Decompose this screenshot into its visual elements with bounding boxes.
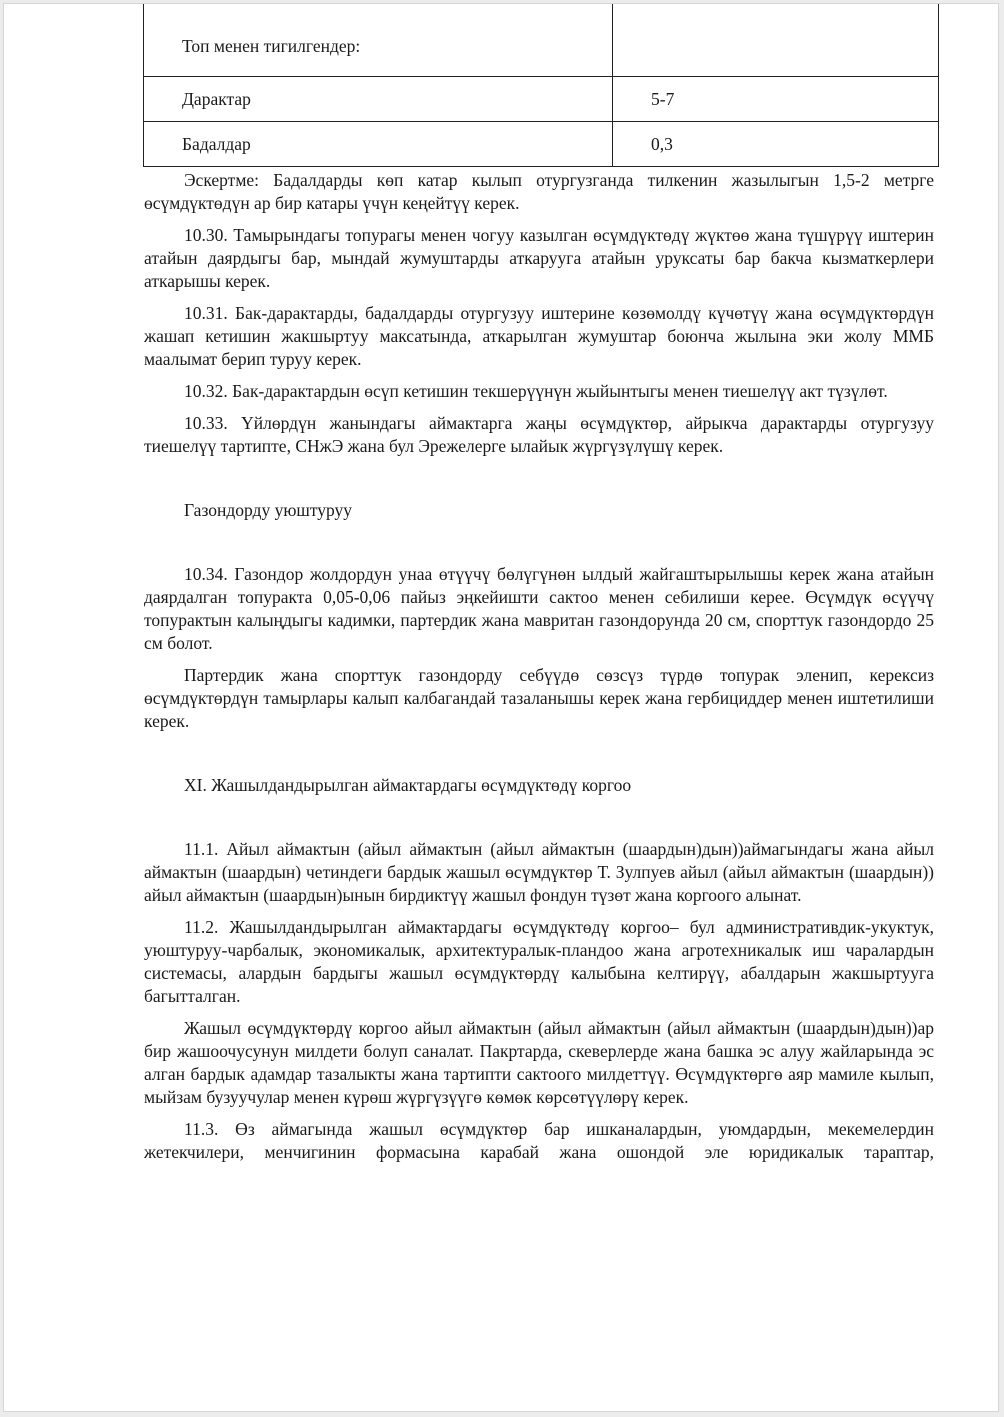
paragraph-10-32: 10.32. Бак-дарактардын өсүп кетишин текшерүүнүн жыйынтыгы менен тиешелүү акт түзүлөт.	[184, 381, 888, 401]
paragraph-11-3: 11.3. Өз аймагында жашыл өсүмдүктөр бар ишканалардын, уюмдардын, мекемелердин жетекчилери, менчигинин формасына карабай жана ошондой эле юридикалык тараптар,	[144, 1119, 934, 1162]
table-cell: Дарактар	[144, 77, 613, 122]
note-paragraph: Эскертме: Бадалдарды көп катар кылып отургузганда тилкенин жазылыгын 1,5-2 метрге өсүмдүктөдүн ар бир катары үчүн кеңейтүү керек.	[144, 170, 934, 213]
table-cell: Бадалдар	[144, 122, 613, 167]
document-page	[3, 3, 999, 1412]
paragraph-parterre-lawns: Партердик жана спорттук газондорду себүүдө сөзсүз түрдө топурак эленип, керексиз өсүмдүктөрдүн тамырлары калып калбагандай тазаланышы керек жана гербициддер менен иштетилиши керек.	[144, 665, 934, 731]
table-cell: 0,3	[613, 122, 939, 167]
table-cell: 5-7	[613, 77, 939, 122]
paragraph-10-33: 10.33. Үйлөрдүн жанындагы аймактарга жаңы өсүмдүктөр, айрыкча дарактарды отургузуу тиешелүү тартипте, СНжЭ жана бул Эрежелерге ылайык жүргүзүлүшү керек.	[144, 413, 934, 456]
paragraph-11-2: 11.2. Жашылдандырылган аймактардагы өсүмдүктөдү коргоо– бул административдик-укуктук, уюштуруу-чарбалык, экономикалык, архитектуралык-пландоо жана агротехникалык иш чаралардын системасы, алардын бардыгы жашыл өсүмдүктөрдү калыбына келтирүү, абалдарын жакшыртууга багытталган.	[144, 917, 934, 1006]
table-row	[144, 122, 939, 167]
paragraph-green-protection: Жашыл өсүмдүктөрдү коргоо айыл аймактын (айыл аймактын (айыл аймактын (шаардын)дын))ар бир жашоочусунун милдети болуп саналат. Пакртарда, скеверлерде жана башка эс алуу жайларында эс алган бардык адамдар тазалыкты жана тартипти сактоого милдеттүү. Өсүмдүктөргө аяр мамиле кылып, мыйзам бузуучулар менен күрөш жүргүзүүгө көмөк көрсөтүүлөрү керек.	[144, 1018, 934, 1107]
paragraph-11-1: 11.1. Айыл аймактын (айыл аймактын (айыл аймактын (шаардын)дын))аймагындагы жана айыл аймактын (шаардын) четиндеги бардык жашыл өсүмдүктөр Т. Зулпуев айыл (айыл аймактын (шаардын)) айыл аймактын (шаардын)ынын бирдиктүү жашыл фондун түзөт жана коргоого алынат.	[144, 839, 934, 905]
table-cell	[613, 4, 939, 77]
planting-density-table	[143, 4, 939, 167]
table-row	[144, 4, 939, 77]
paragraph-10-30: 10.30. Тамырындагы топурагы менен чогуу казылган өсүмдүктөдү жүктөө жана түшүрүү иштерин атайын даярдыгы бар, мындай жумуштарды аткарууга атайын уруксаты бар бакча кызматкерлери аткарышы керек.	[144, 225, 934, 291]
paragraph-10-31: 10.31. Бак-дарактарды, бадалдарды отургузуу иштерине көзөмолдү күчөтүү жана өсүмдүктөрдүн жашап кетишин жакшыртуу максатында, аткарылган жумуштар боюнча жылына эки жолу ММБ маалымат берип туруу керек.	[144, 303, 934, 369]
paragraph-10-34: 10.34. Газондор жолдордун унаа өтүүчү бөлүгүнөн ылдый жайгаштырылышы керек жана атайын даярдалган топуракта 0,05-0,06 пайыз эңкейишти сактоо менен себилиши керее. Өсүмдүк өсүүчү топурактын калыңдыгы кадимки, партердик жана мавритан газондорунда 20 см, спорттук газондордо 25 см болот.	[144, 564, 934, 653]
section-heading-xi: XI. Жашылдандырылган аймактардагы өсүмдүктөдү коргоо	[184, 775, 632, 795]
document-content	[144, 4, 934, 1173]
section-heading-lawns: Газондорду уюштуруу	[184, 500, 353, 520]
table-cell: Топ менен тигилгендер:	[144, 4, 613, 77]
table-row	[144, 77, 939, 122]
